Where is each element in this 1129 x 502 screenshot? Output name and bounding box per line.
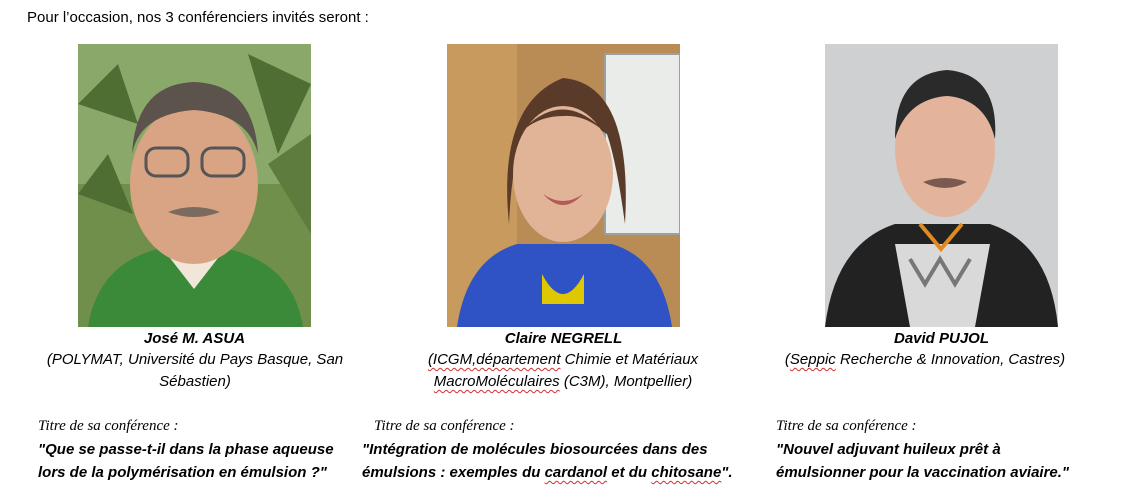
speaker-2-title-line-1: "Intégration de molécules biosourcées dans des xyxy=(362,441,708,458)
speaker-3-title-line-1: "Nouvel adjuvant huileux prêt à xyxy=(776,441,1001,458)
affil-text: Recherche & Innovation, Castres) xyxy=(835,351,1066,368)
speaker-2-name: Claire NEGRELL xyxy=(504,330,623,347)
affil-word-seppic: Seppic xyxy=(789,351,836,368)
speaker-1-affiliation xyxy=(20,349,370,393)
speaker-1-title-line-2: lors de la polymérisation en émulsion ?" xyxy=(38,464,327,481)
speaker-3-title-line-2: émulsionner pour la vaccination aviaire." xyxy=(776,464,1070,481)
intro-text: Pour l’occasion, nos 3 conférenciers invités seront : xyxy=(27,9,369,26)
speaker-2-affiliation xyxy=(383,349,743,393)
speaker-1-title-line-1: "Que se passe-t-il dans la phase aqueuse xyxy=(38,441,334,458)
speaker-3-affiliation xyxy=(760,349,1090,371)
affil-word-icgm: (ICGM,département xyxy=(427,351,561,368)
speaker-1-name: José M. ASUA xyxy=(143,330,246,347)
affil-text: ( xyxy=(784,351,790,368)
affil-word-macromoleculaires: MacroMoléculaires xyxy=(433,373,560,390)
affil-text: Chimie et Matériaux xyxy=(560,351,699,368)
speaker-2-title-line-2 xyxy=(362,461,782,484)
speaker-3-talk-title xyxy=(776,438,1116,484)
speaker-1-photo xyxy=(78,44,311,327)
speaker-2-talk-title xyxy=(362,438,782,484)
speaker-3-affil-line-1 xyxy=(760,349,1090,371)
title-text: émulsions : exemples du xyxy=(362,464,545,481)
speaker-3-photo xyxy=(825,44,1058,327)
speaker-1-affil-line-2: Sébastien) xyxy=(159,373,231,390)
speaker-2-photo xyxy=(447,44,680,327)
speaker-2-affil-line-2 xyxy=(383,371,743,393)
affil-text: (C3M), Montpellier) xyxy=(559,373,693,390)
title-text: et du xyxy=(607,464,652,481)
title-text: ". xyxy=(721,464,733,481)
title-word-chitosane: chitosane xyxy=(651,464,722,481)
speaker-2-affil-line-1 xyxy=(383,349,743,371)
speaker-3-title-label: Titre de sa conférence : xyxy=(776,418,917,434)
speaker-1-affil-line-1: (POLYMAT, Université du Pays Basque, San xyxy=(46,351,344,368)
speaker-1-talk-title xyxy=(38,438,378,484)
title-word-cardanol: cardanol xyxy=(544,464,608,481)
speaker-1-title-label: Titre de sa conférence : xyxy=(38,418,179,434)
speaker-3-name: David PUJOL xyxy=(893,330,990,347)
speaker-2-title-label: Titre de sa conférence : xyxy=(374,418,515,434)
